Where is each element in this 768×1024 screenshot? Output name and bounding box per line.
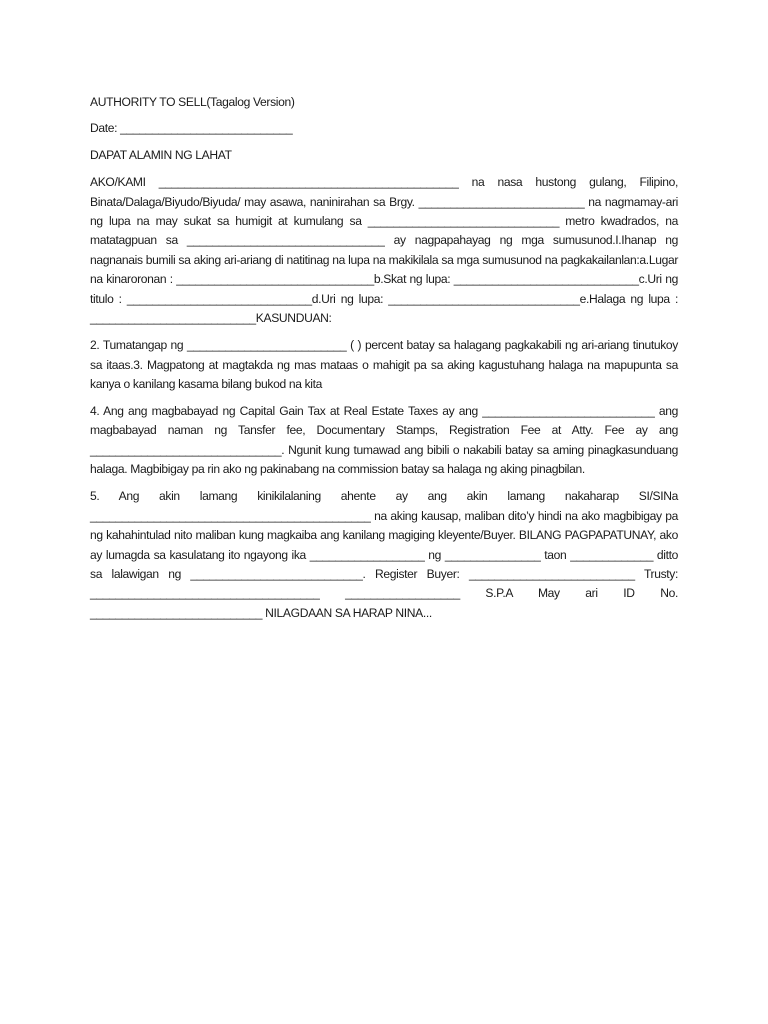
paragraph-4: 5. Ang akin lamang kinikilalaning ahente ay ang akin lamang nakaharap SI/SINa ____________________________________________ na aking kausap, maliban dito’y hindi na ako magbibigay pa ng kahahintulad nito maliban kung magkaiba ang kanilang magiging kleyente/Buyer. BILANG PAGPAPATUNAY, ako ay lumagda sa kasulatang ito ngayong ika __________________ ng _______________ taon _____________ ditto sa lalawigan ng ___________________________. Register Buyer: __________________________ Trusty: ____________________________________ __________________ S.P.A May ari ID No. ___________________________ NILAGDAAN SA HARAP NINA... [90, 489, 678, 620]
document-page [90, 93, 678, 623]
paragraph-2: 2. Tumatangap ng _________________________ ( ) percent batay sa halagang pagkakabili ng ari-ariang tinutukoy sa itaas.3. Magpatong at magtakda ng mas mataas o mahigit pa sa aking kagustuhang halaga na mapupunta sa kanya o kanilang kasama bilang bukod na kita [90, 338, 678, 392]
document-title: AUTHORITY TO SELL(Tagalog Version) [90, 95, 295, 109]
date-field: Date: ___________________________ [90, 121, 293, 136]
paragraph-1: AKO/KAMI _______________________________________________ na nasa hustong gulang, Filipino, Binata/Dalaga/Biyudo/Biyuda/ may asawa, naninirahan sa Brgy. __________________________ na nagmamay-ari ng lupa na may sukat sa humigit at kumulang sa ______________________________ metro kwadrados, na matatagpuan sa _______________________________ ay nagpapahayag ng mga sumusunod.I.Ihanap ng nagnanais bumili sa aking ari-ariang di natitinag na lupa na makikilala sa mga sumusunod na pagkakailanlan:a.Lugar na kinaroronan : _______________________________b.Skat ng lupa: _____________________________c.Uri ng titulo : _____________________________d.Uri ng lupa: ______________________________e.Halaga ng lupa : __________________________KASUNDUAN: [90, 175, 678, 326]
paragraph-3: 4. Ang ang magbabayad ng Capital Gain Tax at Real Estate Taxes ay ang ___________________________ ang magbabayad naman ng Tansfer fee, Documentary Stamps, Registration Fee at Atty. Fee ay ang ______________________________. Ngunit kung tumawad ang bibili o nakabili batay sa aming pinagkasunduang halaga. Magbibigay pa rin ako ng pakinabang na commission batay sa halaga ng aking pinagbilan. [90, 403, 678, 476]
intro-heading: DAPAT ALAMIN NG LAHAT [90, 147, 232, 162]
